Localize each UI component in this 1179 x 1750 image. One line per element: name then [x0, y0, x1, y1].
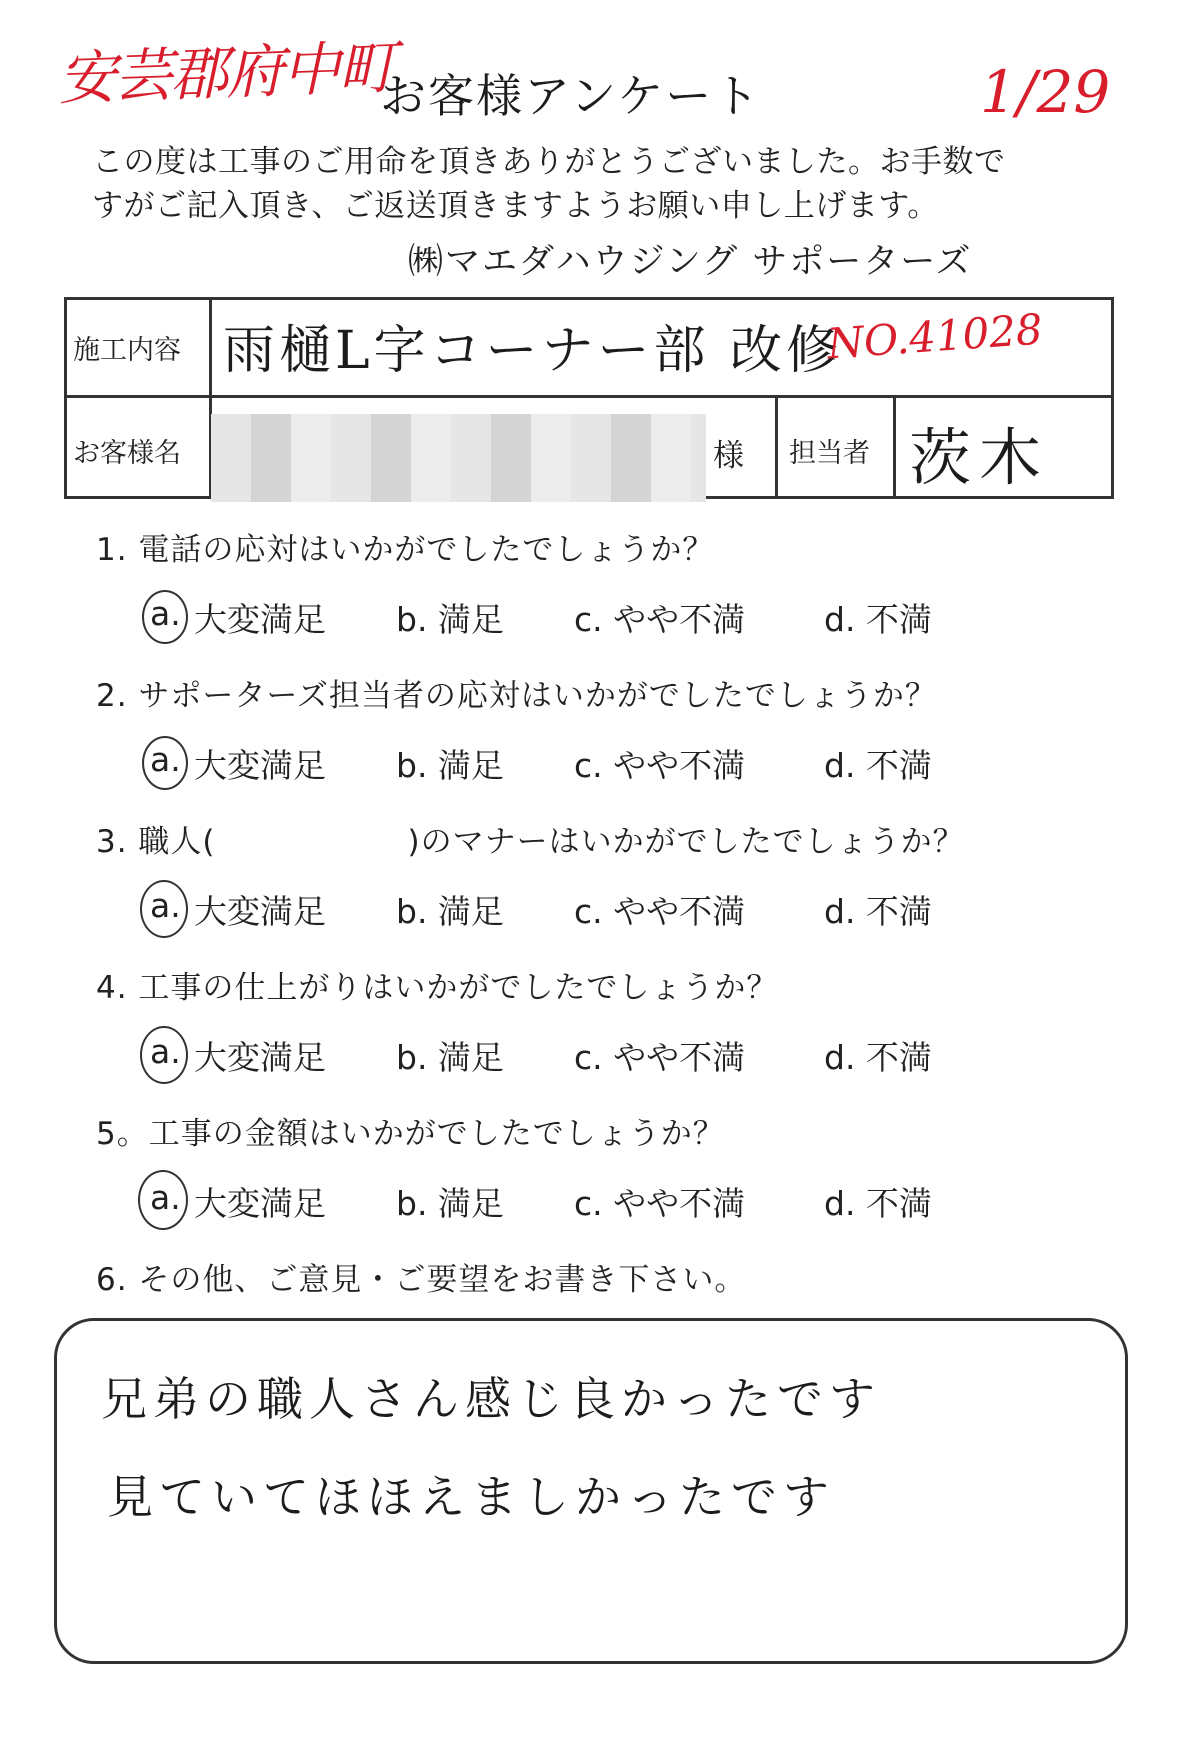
option-b[interactable]: b. 満足 — [396, 1184, 504, 1223]
option-a-label: 大変満足 — [194, 1184, 326, 1223]
customer-name-redacted[interactable] — [211, 414, 706, 502]
staff-label: 担当者 — [789, 438, 870, 469]
option-c[interactable]: c. やや不満 — [574, 892, 746, 931]
option-a[interactable]: a. — [150, 740, 181, 779]
option-b[interactable]: b. 満足 — [396, 1038, 504, 1077]
option-c[interactable]: c. やや不満 — [574, 746, 746, 785]
option-c[interactable]: c. やや不満 — [574, 600, 746, 639]
info-table — [64, 297, 1114, 499]
handwritten-date: 1/29 — [980, 58, 1111, 126]
question-1: 1. 電話の応対はいかがでしたでしょうか？ — [96, 532, 715, 568]
option-d[interactable]: d. 不満 — [824, 600, 932, 639]
work-value[interactable]: 雨樋L字コーナー部 改修 — [223, 321, 843, 381]
option-d[interactable]: d. 不満 — [824, 746, 932, 785]
option-a-label: 大変満足 — [194, 600, 326, 639]
answer-row-4 — [150, 1032, 1090, 1082]
option-b[interactable]: b. 満足 — [396, 892, 504, 931]
intro-text — [92, 140, 1006, 228]
comment-line-2: 見ていてほほえましかったです — [107, 1470, 835, 1524]
page-title: お客様アンケート — [380, 69, 762, 123]
option-a[interactable]: a. — [150, 886, 181, 925]
intro-line-1: この度は工事のご用命を頂きありがとうございました。お手数で — [92, 144, 1006, 180]
comment-line-1: 兄弟の職人さん感じ良かったです — [101, 1372, 881, 1426]
option-a[interactable]: a. — [150, 1178, 181, 1217]
customer-label: お客様名 — [73, 438, 181, 469]
answer-row-3 — [150, 886, 1090, 936]
table-row-divider — [67, 395, 1111, 398]
honorific-divider — [775, 395, 778, 496]
staff-value[interactable]: 茨木 — [909, 421, 1050, 494]
answer-row-5 — [150, 1178, 1090, 1228]
job-number: NO.41028 — [825, 304, 1045, 369]
option-a-label: 大変満足 — [194, 746, 326, 785]
work-label: 施工内容 — [73, 335, 181, 366]
staff-divider — [893, 395, 896, 496]
comment-box[interactable] — [54, 1318, 1128, 1664]
option-a[interactable]: a. — [150, 1032, 181, 1071]
option-a-label: 大変満足 — [194, 892, 326, 931]
question-3: 3. 職人( )のマナーはいかがでしたでしょうか？ — [96, 824, 965, 860]
answer-row-2 — [150, 740, 1090, 790]
question-5: 5。工事の金額はいかがでしたでしょうか？ — [96, 1116, 725, 1152]
handwritten-location: 安芸郡府中町 — [57, 33, 396, 113]
honorific: 様 — [713, 438, 744, 474]
option-b[interactable]: b. 満足 — [396, 600, 504, 639]
option-a[interactable]: a. — [150, 594, 181, 633]
option-b[interactable]: b. 満足 — [396, 746, 504, 785]
question-2: 2. サポーターズ担当者の応対はいかがでしたでしょうか？ — [96, 678, 937, 714]
option-a-label: 大変満足 — [194, 1038, 326, 1077]
intro-line-2: すがご記入頂き、ご返送頂きますようお願い申し上げます。 — [92, 188, 939, 224]
company-name: ㈱マエダハウジング サポーターズ — [408, 242, 973, 282]
question-4: 4. 工事の仕上がりはいかがでしたでしょうか？ — [96, 970, 779, 1006]
option-d[interactable]: d. 不満 — [824, 892, 932, 931]
option-c[interactable]: c. やや不満 — [574, 1038, 746, 1077]
question-6: 6. その他、ご意見・ご要望をお書き下さい。 — [96, 1262, 747, 1298]
option-d[interactable]: d. 不満 — [824, 1184, 932, 1223]
option-d[interactable]: d. 不満 — [824, 1038, 932, 1077]
answer-row-1 — [150, 594, 1090, 644]
option-c[interactable]: c. やや不満 — [574, 1184, 746, 1223]
